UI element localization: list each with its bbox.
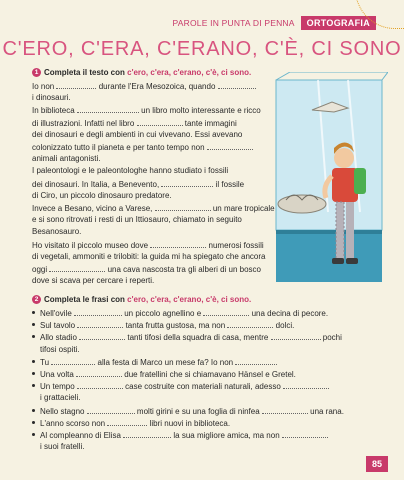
blank-field[interactable] [77, 381, 123, 389]
text-line [32, 203, 275, 214]
blank-field[interactable] [150, 240, 206, 248]
line-text: e si sono ritrovati i resti di un Ittiosauro, chiamato in seguito [32, 215, 242, 225]
sentence-text: una rana. [307, 406, 344, 416]
blank-field[interactable] [137, 118, 183, 126]
page-title: C'ERO, C'ERA, C'ERANO, C'È, CI SONO [2, 38, 402, 60]
blank-field[interactable] [218, 81, 256, 89]
text-line [32, 130, 242, 140]
text-line [32, 240, 264, 251]
sentence-text: Al compleanno di Elisa [40, 431, 124, 440]
sentence-text: Tu [40, 357, 52, 367]
sentence-text: case costruite con materiali naturali, adesso [122, 382, 283, 392]
sentence-text: Nell'ovile [40, 309, 74, 318]
blank-field[interactable] [56, 81, 96, 89]
text-line [32, 81, 256, 92]
blank-field[interactable] [262, 406, 308, 414]
exercise-2-number: 2 [32, 295, 41, 304]
blank-field[interactable] [51, 357, 95, 365]
sentence-line [32, 357, 278, 368]
blank-field[interactable] [107, 418, 147, 426]
blank-field[interactable] [77, 320, 123, 328]
line-text: di Ciro, un piccolo dinosauro predatore. [32, 190, 172, 200]
text-line [32, 252, 265, 262]
line-text: durante l'Era Mesozoica, quando [96, 82, 218, 91]
blank-field[interactable] [74, 308, 122, 316]
line-text: tante immagini [182, 118, 237, 128]
line-text: di illustrazioni. Infatti nel libro [32, 118, 137, 128]
museum-illustration [268, 72, 388, 282]
sentence-text: L'anno scorso non [40, 418, 108, 428]
blank-field[interactable] [203, 308, 249, 316]
blank-field[interactable] [87, 406, 135, 414]
sentence-text: Sul tavolo [40, 321, 78, 331]
text-line [32, 215, 242, 225]
sentence-line [32, 320, 294, 331]
text-line [32, 191, 172, 201]
line-text: Io non [32, 82, 57, 91]
line-text: oggi [32, 265, 50, 274]
sentence-text: tanti tifosi della squadra di casa, mentre [125, 333, 271, 343]
blank-field[interactable] [282, 430, 328, 438]
line-text: colonizzato tutto il pianeta e per tanto tempo non [32, 143, 207, 152]
bullet-icon [32, 433, 35, 436]
line-text: dove si scava per cercare i reperti. [32, 276, 155, 286]
section-label: PAROLE IN PUNTA DI PENNA [172, 18, 295, 28]
blank-field[interactable] [155, 203, 211, 211]
sentence-text: Un tempo [40, 382, 77, 392]
sentence-text: libri nuovi in biblioteca. [147, 418, 231, 428]
blank-field[interactable] [123, 430, 171, 438]
section-header [173, 16, 376, 30]
sentence-text: dolci. [273, 321, 295, 331]
sentence-text: due fratellini che si chiamavano Hänsel e Gretel. [122, 370, 296, 379]
instruction-text: Completa le frasi con [44, 295, 128, 304]
bullet-icon [32, 360, 35, 363]
bullet-icon [32, 384, 35, 387]
text-line [32, 105, 261, 116]
sentence-text: . [275, 357, 278, 367]
sentence-text: tanta frutta gustosa, ma non [123, 321, 228, 331]
sentence-text: i suoi fratelli. [40, 442, 85, 452]
text-line [32, 227, 81, 237]
line-text: In biblioteca [32, 106, 77, 116]
blank-field[interactable] [235, 357, 278, 367]
sentence-text: Una volta [40, 370, 77, 379]
text-line [32, 179, 244, 190]
sentence-text: un piccolo agnellino e [121, 309, 204, 318]
text-line [32, 154, 100, 164]
blank-field[interactable] [271, 332, 321, 340]
text-line [32, 276, 154, 286]
line-text: i dinosauri. [32, 93, 71, 103]
text-line [32, 264, 261, 275]
sentence-text: una decina di pecore. [249, 309, 329, 318]
sentence-text: molti girini e su una foglia di ninfea [134, 406, 262, 416]
line-text: Invece a Besano, vicino a Varese, [32, 204, 155, 213]
sentence-line [32, 332, 342, 343]
sentence-line [32, 345, 80, 355]
line-text: animali antagonisti. [32, 154, 101, 164]
blank-field[interactable] [227, 320, 273, 328]
sentence-line [32, 430, 328, 441]
exercise-1-instruction [32, 68, 251, 77]
section-badge: ORTOGRAFIA [301, 16, 376, 30]
sentence-line [32, 369, 296, 380]
line-text: dei dinosauri e degli ambienti in cui vivevano. Essi avevano [32, 129, 243, 139]
line-text: I paleontologi e le paleontologhe hanno studiato i fossili [32, 166, 229, 176]
bullet-icon [32, 335, 35, 338]
sentence-text: alla festa di Marco un mese fa? Io non [95, 357, 236, 367]
blank-field[interactable] [77, 105, 139, 113]
sentence-line [32, 418, 230, 429]
bullet-icon [32, 421, 35, 424]
sentence-text: i grattacieli. [40, 393, 81, 403]
blank-field[interactable] [161, 179, 213, 187]
blank-field[interactable] [79, 332, 125, 340]
line-text: Besanosauro. [32, 227, 82, 237]
bullet-icon [32, 311, 35, 314]
page-number: 85 [366, 456, 388, 472]
line-text: un libro molto interessante e ricco [138, 106, 261, 116]
text-line [32, 118, 237, 129]
text-line [32, 93, 71, 103]
bullet-icon [32, 409, 35, 412]
sentence-text: la sua migliore amica, ma non [171, 431, 282, 440]
blank-field[interactable] [283, 381, 329, 389]
sentence-text: tifosi ospiti. [40, 344, 80, 354]
sentence-line [32, 442, 84, 452]
line-text: il fossile [213, 179, 245, 189]
sentence-line [32, 406, 344, 417]
exercise-2-instruction [32, 295, 251, 304]
sentence-line [32, 308, 328, 319]
line-text: una cava nascosta tra gli alberi di un bosco [105, 265, 262, 274]
sentence-text: pochi [320, 333, 342, 343]
line-text: dei dinosauri. In Italia, a Benevento, [32, 179, 162, 189]
exercise-1-number: 1 [32, 68, 41, 77]
blank-field[interactable] [207, 142, 253, 150]
text-line [32, 166, 228, 176]
line-text: numerosi fossili [206, 240, 264, 250]
target-words: c'ero, c'era, c'erano, c'è, ci sono. [127, 68, 252, 77]
text-line [32, 142, 253, 153]
line-text: Ho visitato il piccolo museo dove [32, 240, 151, 250]
sentence-line [32, 393, 80, 403]
line-text: di vegetali, ammoniti e trilobiti: la guida mi ha spiegato che ancora [32, 251, 266, 261]
line-text: un mare tropicale [210, 204, 275, 213]
instruction-text: Completa il testo con [44, 68, 128, 77]
target-words: c'ero, c'era, c'erano, c'è, ci sono. [127, 295, 252, 304]
sentence-text: Nello stagno [40, 406, 87, 416]
sentence-text: Allo stadio [40, 333, 80, 343]
blank-field[interactable] [76, 369, 122, 377]
bullet-icon [32, 372, 35, 375]
blank-field[interactable] [49, 264, 105, 272]
sentence-line [32, 381, 329, 392]
bullet-icon [32, 323, 35, 326]
